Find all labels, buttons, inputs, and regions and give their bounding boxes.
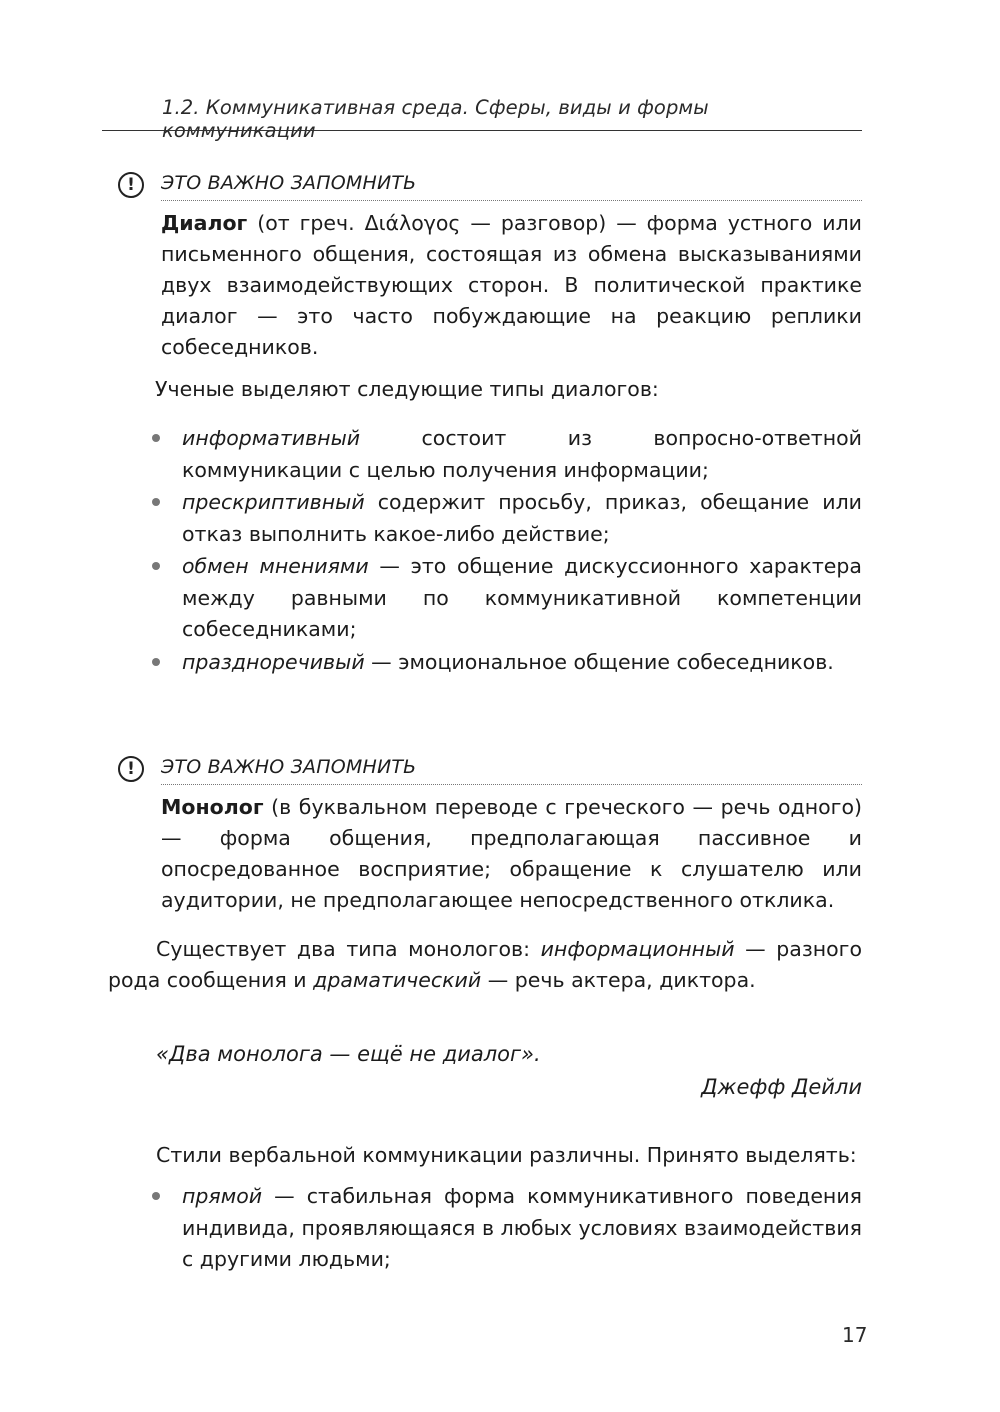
callout-term: Диалог <box>161 211 248 235</box>
epigraph-quote: «Два монолога — ещё не диалог». <box>156 1042 541 1066</box>
list-item-text: содержит просьбу, приказ, обещание или отказ выполнить какое-либо действие; <box>182 490 862 546</box>
text-run: — разного рода сообщения и <box>108 937 862 992</box>
list-item-term: празднoречивый <box>182 649 365 674</box>
list-item-term: информативный <box>182 426 361 450</box>
styles-intro: Стили вербальной коммуникации различны. Принято выделять: <box>156 1143 857 1167</box>
callout-term: Монолог <box>161 795 264 819</box>
styles-list <box>150 1181 862 1277</box>
list-item <box>150 551 862 646</box>
list-item-term: прескриптивный <box>182 490 365 514</box>
list-item-text: состоит из вопросно-ответной коммуникации с целью получения информации; <box>182 426 862 482</box>
epigraph-author: Джефф Дейли <box>701 1075 862 1099</box>
callout-definition: (от греч. Διάλογος — разговор) — форма устного или письменного общения, состоящая из обмена высказываниями двух взаимодействующих сторон. В политической практике диалог — это часто побуждающие на реакцию реплики собеседников. <box>161 211 862 359</box>
callout-title: ЭТО ВАЖНО ЗАПОМНИТЬ <box>161 172 417 194</box>
callout-body <box>161 208 862 363</box>
callout-rule <box>161 200 862 201</box>
list-item-term: прямой <box>182 1184 263 1208</box>
term-dramatic: драматический <box>313 968 482 992</box>
list-item-text: — эмоциональное общение собеседников. <box>364 649 834 674</box>
callout-dialog <box>118 168 862 363</box>
exclamation-circle-icon: ! <box>118 756 144 782</box>
list-item <box>150 647 862 679</box>
callout-header <box>118 168 862 208</box>
text-run: Существует два типа монологов: <box>156 937 541 961</box>
bullet-icon <box>152 658 160 666</box>
term-informational: информационный <box>540 937 735 961</box>
list-item-term: обмен мнениями <box>182 554 369 578</box>
monolog-types-paragraph <box>108 934 862 996</box>
list-item <box>150 1181 862 1276</box>
page-number: 17 <box>842 1323 868 1347</box>
dialog-types-list <box>150 423 862 679</box>
callout-monolog <box>118 752 862 916</box>
callout-rule <box>161 784 862 785</box>
callout-body <box>161 792 862 916</box>
callout-header <box>118 752 862 792</box>
list-item <box>150 487 862 550</box>
bullet-icon <box>152 562 160 570</box>
running-head: 1.2. Коммуникативная среда. Сферы, виды и формы коммуникации <box>162 96 709 142</box>
list-item <box>150 423 862 486</box>
exclamation-circle-icon: ! <box>118 172 144 198</box>
list-item-text: — стабильная форма коммуникативного поведения индивида, проявляющаяся в любых условиях взаимодействия с другими людьми; <box>182 1184 862 1271</box>
bullet-icon <box>152 434 160 442</box>
callout-definition: (в буквальном переводе с греческого — речь одного) — форма общения, предполагающая пассивное и опосредованное восприятие; обращение к слушателю или аудитории, не предполагающее непосредственного отклика. <box>161 795 862 912</box>
bullet-icon <box>152 498 160 506</box>
list-item-text: — это общение дискуссионного характера между равными по коммуникативной компетенции собеседниками; <box>182 554 862 641</box>
dialog-types-intro: Ученые выделяют следующие типы диалогов: <box>155 377 659 401</box>
text-run: — речь актера, диктора. <box>481 968 756 992</box>
running-head-rule <box>102 130 862 131</box>
callout-title: ЭТО ВАЖНО ЗАПОМНИТЬ <box>161 756 417 778</box>
bullet-icon <box>152 1192 160 1200</box>
